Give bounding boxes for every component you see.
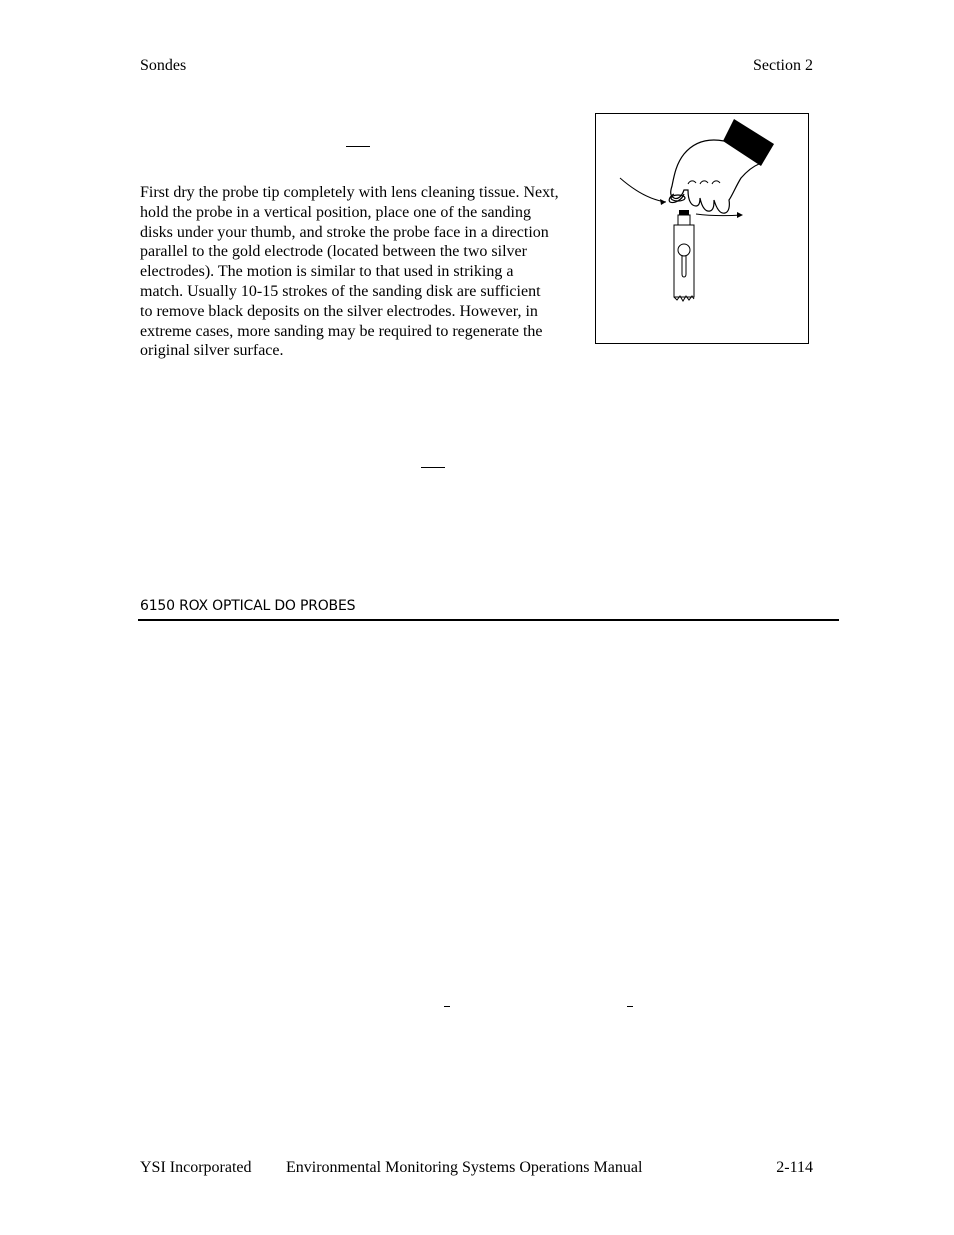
figure-frame [595,113,809,344]
underline-mark [421,467,445,468]
header-left: Sondes [140,57,187,74]
section-divider [138,619,839,621]
probe-tip [679,210,689,215]
dash-mark [444,1006,450,1007]
hand-sanding-probe-illustration-icon [596,114,808,343]
dash-mark [627,1006,633,1007]
probe-body [674,225,694,297]
disk-pointer-arrow [620,178,666,202]
arrowhead [660,199,666,205]
probe-port [678,244,690,256]
underline-mark [346,146,370,147]
sanding-instructions-paragraph: First dry the probe tip completely with lens cleaning tissue. Next, hold the probe in a vertical position, place one of the sanding disks under your thumb, and stroke the probe face in a direction parallel to the gold electrode (located between the two silver electrodes). The motion is similar to that used in striking a match. Usually 10-15 strokes of the sanding disk are sufficient to remove black deposits on the silver electrodes. However, in extreme cases, more sanding may be required to regenerate the original silver surface. [140,184,559,360]
stroke-direction-arrow [696,214,742,216]
footer-page-number: 2-114 [776,1159,813,1176]
footer-manual-title: Environmental Monitoring Systems Operations Manual [286,1159,643,1176]
header-right: Section 2 [753,57,813,74]
probe-head [678,215,690,225]
section-heading: 6150 ROX OPTICAL DO PROBES [140,598,356,614]
footer-company: YSI Incorporated [140,1159,252,1176]
arrowhead [737,212,743,218]
